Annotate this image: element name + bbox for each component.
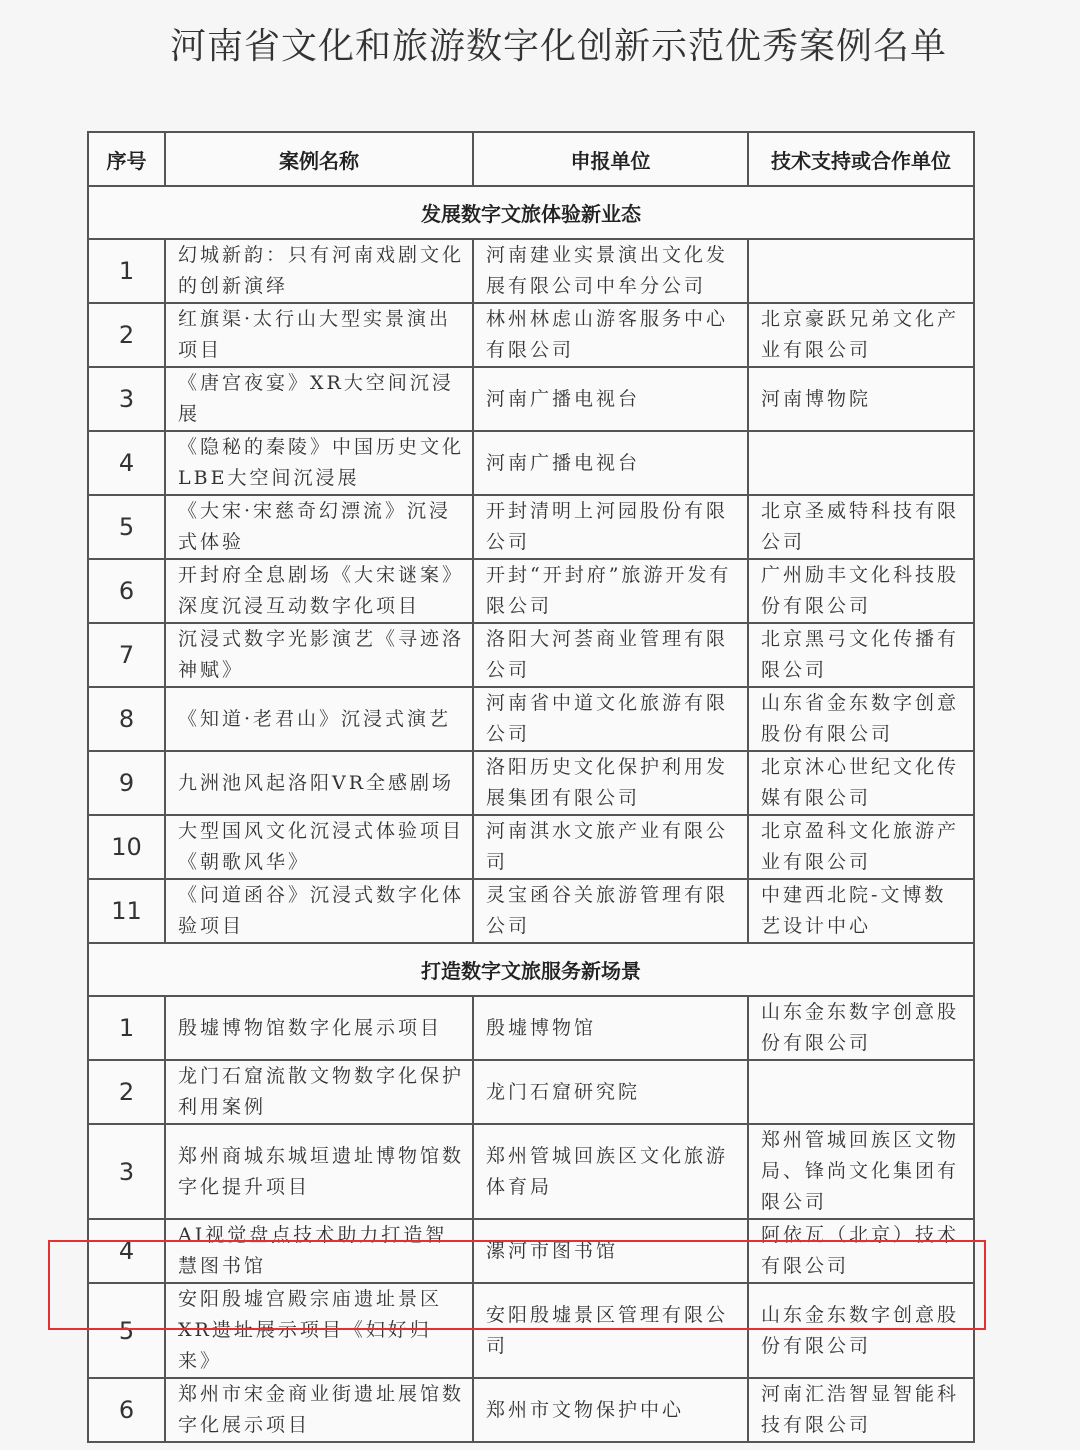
case-name-cell: 安阳殷墟宫殿宗庙遗址景区XR遗址展示项目《妇好归来》 <box>165 1283 473 1378</box>
applicant-cell: 灵宝函谷关旅游管理有限公司 <box>473 879 748 943</box>
row-number: 1 <box>88 996 165 1060</box>
table-row <box>88 367 974 431</box>
table-row <box>88 1060 974 1124</box>
partner-cell <box>748 431 974 495</box>
section-title: 打造数字文旅服务新场景 <box>88 943 974 996</box>
partner-cell: 北京豪跃兄弟文化产业有限公司 <box>748 303 974 367</box>
row-number: 6 <box>88 1378 165 1442</box>
row-number: 8 <box>88 687 165 751</box>
partner-cell <box>748 1060 974 1124</box>
partner-cell: 阿依瓦（北京）技术有限公司 <box>748 1219 974 1283</box>
applicant-cell: 龙门石窟研究院 <box>473 1060 748 1124</box>
applicant-cell: 殷墟博物馆 <box>473 996 748 1060</box>
table-row <box>88 751 974 815</box>
case-name-cell: 郑州商城东城垣遗址博物馆数字化提升项目 <box>165 1124 473 1219</box>
partner-cell <box>748 239 974 303</box>
case-name-cell: 九洲池风起洛阳VR全感剧场 <box>165 751 473 815</box>
case-name-cell: 《隐秘的秦陵》中国历史文化LBE大空间沉浸展 <box>165 431 473 495</box>
table-row <box>88 1378 974 1442</box>
table-row <box>88 1124 974 1219</box>
row-number: 5 <box>88 1283 165 1378</box>
case-name-cell: 开封府全息剧场《大宋谜案》深度沉浸互动数字化项目 <box>165 559 473 623</box>
case-name-cell: 幻城新韵：只有河南戏剧文化的创新演绎 <box>165 239 473 303</box>
table-row <box>88 623 974 687</box>
row-number: 2 <box>88 1060 165 1124</box>
applicant-cell: 安阳殷墟景区管理有限公司 <box>473 1283 748 1378</box>
partner-cell: 北京圣威特科技有限公司 <box>748 495 974 559</box>
applicant-cell: 河南淇水文旅产业有限公司 <box>473 815 748 879</box>
case-name-cell: 《问道函谷》沉浸式数字化体验项目 <box>165 879 473 943</box>
partner-cell: 北京黑弓文化传播有限公司 <box>748 623 974 687</box>
case-name-cell: 龙门石窟流散文物数字化保护利用案例 <box>165 1060 473 1124</box>
table-row <box>88 687 974 751</box>
header-case-name: 案例名称 <box>165 132 473 186</box>
partner-cell: 山东金东数字创意股份有限公司 <box>748 1283 974 1378</box>
header-applicant: 申报单位 <box>473 132 748 186</box>
partner-cell: 郑州管城回族区文物局、锋尚文化集团有限公司 <box>748 1124 974 1219</box>
row-number: 11 <box>88 879 165 943</box>
row-number: 3 <box>88 367 165 431</box>
table-row <box>88 303 974 367</box>
table-row <box>88 815 974 879</box>
row-number: 5 <box>88 495 165 559</box>
case-list-table <box>87 131 975 1443</box>
table-row <box>88 879 974 943</box>
table-row <box>88 431 974 495</box>
partner-cell: 北京盈科文化旅游产业有限公司 <box>748 815 974 879</box>
applicant-cell: 开封“开封府”旅游开发有限公司 <box>473 559 748 623</box>
page-title: 河南省文化和旅游数字化创新示范优秀案例名单 <box>170 26 948 67</box>
table-row <box>88 239 974 303</box>
table-row <box>88 559 974 623</box>
case-name-cell: 《知道·老君山》沉浸式演艺 <box>165 687 473 751</box>
table-row <box>88 1219 974 1283</box>
row-number: 1 <box>88 239 165 303</box>
table-row <box>88 495 974 559</box>
section-title: 发展数字文旅体验新业态 <box>88 186 974 239</box>
table-header-row <box>88 132 974 186</box>
section-header-row <box>88 186 974 239</box>
section-header-row <box>88 943 974 996</box>
applicant-cell: 漯河市图书馆 <box>473 1219 748 1283</box>
case-name-cell: 《唐宫夜宴》XR大空间沉浸展 <box>165 367 473 431</box>
applicant-cell: 郑州管城回族区文化旅游体育局 <box>473 1124 748 1219</box>
partner-cell: 河南博物院 <box>748 367 974 431</box>
table-row <box>88 1283 974 1378</box>
case-name-cell: 沉浸式数字光影演艺《寻迹洛神赋》 <box>165 623 473 687</box>
row-number: 4 <box>88 1219 165 1283</box>
case-name-cell: AI视觉盘点技术助力打造智慧图书馆 <box>165 1219 473 1283</box>
partner-cell: 河南汇浩智显智能科技有限公司 <box>748 1378 974 1442</box>
header-partner: 技术支持或合作单位 <box>748 132 974 186</box>
row-number: 3 <box>88 1124 165 1219</box>
row-number: 10 <box>88 815 165 879</box>
case-name-cell: 殷墟博物馆数字化展示项目 <box>165 996 473 1060</box>
header-seq: 序号 <box>88 132 165 186</box>
row-number: 9 <box>88 751 165 815</box>
applicant-cell: 郑州市文物保护中心 <box>473 1378 748 1442</box>
row-number: 6 <box>88 559 165 623</box>
partner-cell: 山东金东数字创意股份有限公司 <box>748 996 974 1060</box>
case-name-cell: 郑州市宋金商业街遗址展馆数字化展示项目 <box>165 1378 473 1442</box>
table-row <box>88 996 974 1060</box>
partner-cell: 山东省金东数字创意股份有限公司 <box>748 687 974 751</box>
applicant-cell: 河南建业实景演出文化发展有限公司中牟分公司 <box>473 239 748 303</box>
case-name-cell: 大型国风文化沉浸式体验项目《朝歌风华》 <box>165 815 473 879</box>
applicant-cell: 洛阳大河荟商业管理有限公司 <box>473 623 748 687</box>
row-number: 4 <box>88 431 165 495</box>
case-name-cell: 红旗渠·太行山大型实景演出项目 <box>165 303 473 367</box>
case-name-cell: 《大宋·宋慈奇幻漂流》沉浸式体验 <box>165 495 473 559</box>
applicant-cell: 洛阳历史文化保护利用发展集团有限公司 <box>473 751 748 815</box>
row-number: 7 <box>88 623 165 687</box>
applicant-cell: 河南广播电视台 <box>473 367 748 431</box>
applicant-cell: 河南省中道文化旅游有限公司 <box>473 687 748 751</box>
row-number: 2 <box>88 303 165 367</box>
applicant-cell: 开封清明上河园股份有限公司 <box>473 495 748 559</box>
partner-cell: 广州励丰文化科技股份有限公司 <box>748 559 974 623</box>
table-body <box>88 186 974 1442</box>
partner-cell: 中建西北院-文博数艺设计中心 <box>748 879 974 943</box>
applicant-cell: 河南广播电视台 <box>473 431 748 495</box>
partner-cell: 北京沐心世纪文化传媒有限公司 <box>748 751 974 815</box>
applicant-cell: 林州林虑山游客服务中心有限公司 <box>473 303 748 367</box>
